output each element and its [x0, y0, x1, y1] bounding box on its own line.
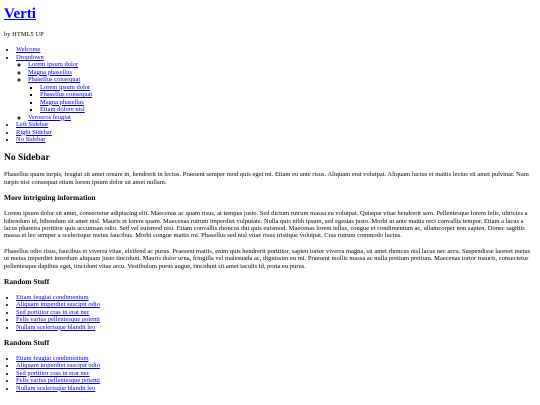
list-link[interactable]: Aliquam imperdiet suscipit odio: [16, 362, 100, 370]
random-stuff-section: [4, 278, 536, 331]
submenu-link-magna-phasellus[interactable]: Magna phasellus: [40, 98, 84, 106]
dropdown-list: [16, 61, 536, 121]
submenu-link-etiam-dolore-nisl[interactable]: Etiam dolore nisl: [40, 106, 85, 114]
dropdown-item: [28, 61, 536, 68]
main-content: [4, 153, 536, 271]
nav-link-no-sidebar[interactable]: No Sidebar: [16, 136, 46, 144]
list-link[interactable]: Felis varius pellentesque potenti: [16, 377, 100, 385]
dropdown-link-lorem-ipsum-dolor[interactable]: Lorem ipsum dolor: [28, 61, 79, 69]
section-heading: Random Stuff: [4, 338, 50, 348]
nav-link-left-sidebar[interactable]: Left Sidebar: [16, 121, 49, 129]
list-item: [16, 370, 536, 377]
list-item: [16, 294, 536, 301]
nav-item-dropdown: [16, 54, 536, 121]
submenu-link-lorem-ipsum-dolor[interactable]: Lorem ipsum dolor: [40, 83, 91, 91]
list-item: [16, 324, 536, 331]
site-title-link[interactable]: Verti: [4, 6, 36, 22]
link-list: [4, 355, 536, 392]
list-link[interactable]: Sed porttitor cras in erat nec: [16, 308, 90, 316]
submenu-item: [40, 99, 536, 106]
list-item: [16, 362, 536, 369]
nav-list: [4, 46, 536, 143]
site-tagline: by HTML5 UP: [4, 31, 44, 38]
list-link[interactable]: Nullam scelerisque blandit leo: [16, 323, 96, 331]
body-paragraph: Phasellus odio risus, faucibus et viverra vitae, eleifend ac purus. Praesent mattis, enim quis hendrerit porttitor, sapien tortor viverra magna, sit amet rhoncus nisl lacus nec arcu. Suspendisse laoreet metus ut metus imperdiet interdum aliquam justo tincidunt. Mauris dolor urna, fringilla vel malesuada ac, dignissim eu mi. Praesent mollis massa ac nulla pretium pretium. Maecenas tortor mauris, consectetur pellentesque dapibus eget, tincidunt vitae arcu. Vestibulum purus augue, tincidunt sit amet iaculis id, porta eu purus.: [4, 247, 531, 270]
list-item: [16, 301, 536, 308]
section-heading: Random Stuff: [4, 277, 50, 287]
list-link[interactable]: Etiam feugiat condimentum: [16, 354, 89, 362]
list-item: [16, 309, 536, 316]
list-link[interactable]: Etiam feugiat condimentum: [16, 293, 89, 301]
list-item: [16, 377, 536, 384]
dropdown-item: [28, 76, 536, 113]
nav-item-left-sidebar: [16, 121, 536, 128]
dropdown-item: [28, 114, 536, 121]
dropdown-link-veroeros-feugiat[interactable]: Veroeros feugiat: [28, 113, 71, 121]
submenu-list: [28, 84, 536, 114]
list-item: [16, 355, 536, 362]
nav-link-dropdown[interactable]: Dropdown: [16, 53, 44, 61]
submenu-item: [40, 106, 536, 113]
section-heading: More intriguing information: [4, 193, 96, 203]
main-nav: [4, 46, 536, 143]
nav-link-welcome[interactable]: Welcome: [16, 46, 41, 54]
nav-link-right-sidebar[interactable]: Right Sidebar: [16, 128, 52, 136]
submenu-link-phasellus-consequat[interactable]: Phasellus consequat: [40, 91, 93, 99]
page-title: No Sidebar: [4, 152, 50, 163]
list-link[interactable]: Nullam scelerisque blandit leo: [16, 384, 96, 392]
body-paragraph: Lorem ipsum dolor sit amet, consectetur adipiscing elit. Maecenas ac quam risus, at tempus justo. Sed dictum rutrum massa eu volutpat. Quisque vitae hendrerit sem. Pellentesque lorem felis, ultricies a bibendum id, bibendum sit amet nisl. Mauris et lorem quam. Maecenas rutrum imperdiet vulputate. Nulla quis nibh ipsum, sed egestas justo. Morbi ut ante mattis orci convallis tempor. Etiam a lacus a lacus pharetra porttitor quis accumsan odio. Sed vel euismod nisi. Etiam convallis rhoncus dui quis euismod. Maecenas lorem tellus, congue et condimentum ac, ullamcorper non sapien. Donec sagittis massa et leo semper a scelerisque metus faucibus. Morbi congue mattis mi. Phasellus sed nisl vitae risus tristique volutpat. Cras rutrum commodo luctus.: [4, 210, 528, 240]
link-list: [4, 294, 536, 331]
nav-item-right-sidebar: [16, 129, 536, 136]
random-stuff-section: [4, 339, 536, 392]
dropdown-link-magna-phasellus[interactable]: Magna phasellus: [28, 68, 72, 76]
nav-item-welcome: [16, 46, 536, 53]
list-link[interactable]: Felis varius pellentesque potenti: [16, 316, 100, 324]
submenu-item: [40, 91, 536, 98]
site-header: [4, 7, 536, 38]
dropdown-item: [28, 69, 536, 76]
nav-item-no-sidebar: [16, 136, 536, 143]
intro-paragraph: Phasellus quam turpis, feugiat sit amet ornare in, hendrerit in lectus. Praesent semper mod quis eget mi. Etiam eu ante risus. Aliquam erat volutpat. Aliquam luctus et mattis lectus sit amet pulvinar. Nam turpis nisi consequat etiam lorem ipsum dolor sit amet nullam.: [4, 171, 529, 186]
list-item: [16, 316, 536, 323]
dropdown-link-phasellus-consequat[interactable]: Phasellus consequat: [28, 76, 81, 84]
site-title: [4, 7, 536, 22]
list-link[interactable]: Sed porttitor cras in erat nec: [16, 369, 90, 377]
list-link[interactable]: Aliquam imperdiet suscipit odio: [16, 301, 100, 309]
submenu-item: [40, 84, 536, 91]
list-item: [16, 385, 536, 392]
